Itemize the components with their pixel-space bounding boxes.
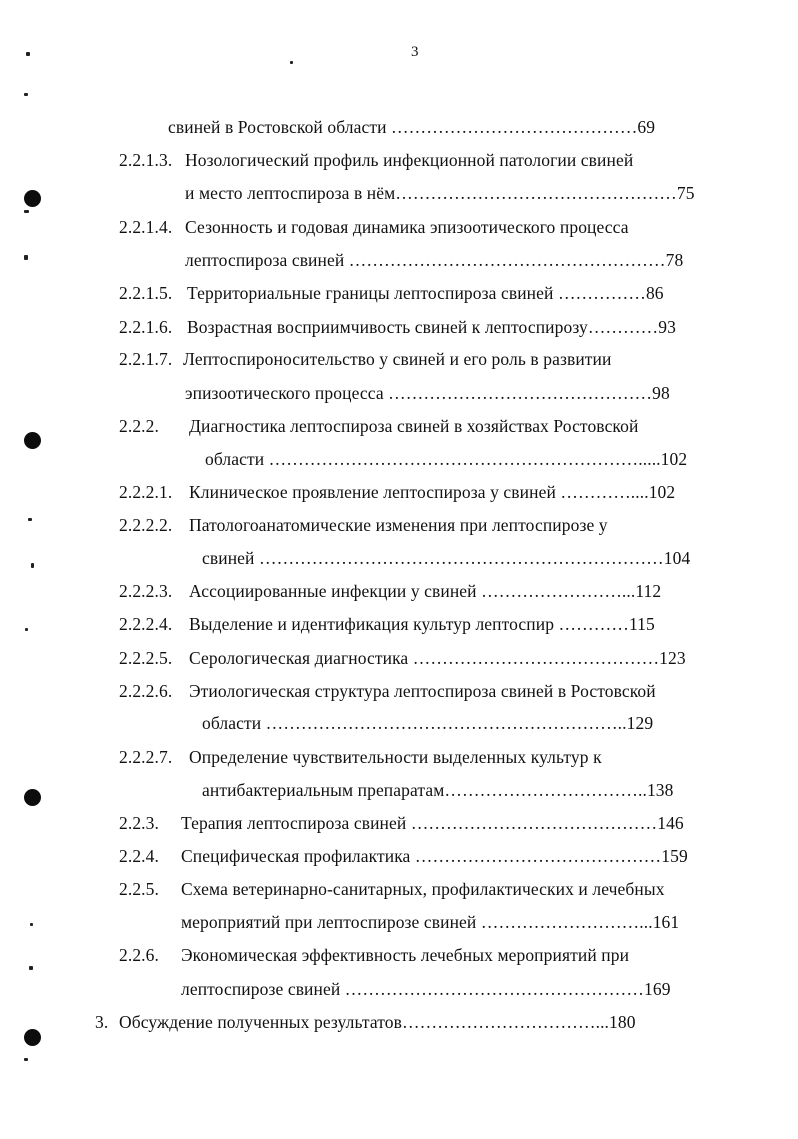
scan-speck — [24, 255, 28, 260]
toc-number: 3. — [95, 1012, 109, 1032]
toc-line — [119, 878, 665, 900]
toc-number: 2.2.1.7. — [119, 349, 173, 369]
toc-text: Схема ветеринарно-санитарных, профилактических и лечебных — [181, 879, 665, 899]
toc-number: 2.2.1.6. — [119, 317, 173, 337]
toc-text: Обсуждение полученных результатов……………………………...180 — [119, 1012, 636, 1032]
toc-line — [185, 382, 670, 404]
toc-line — [119, 680, 656, 702]
toc-text: мероприятий при лептоспирозе свиней ………………………...161 — [181, 912, 680, 932]
toc-line — [119, 514, 608, 536]
toc-text: Терапия лептоспироза свиней ……………………………………146 — [181, 813, 684, 833]
toc-line — [202, 779, 674, 801]
toc-line — [95, 1011, 636, 1033]
toc-line — [119, 845, 688, 867]
toc-text: Этиологическая структура лептоспироза свиней в Ростовской — [189, 681, 656, 701]
toc-number: 2.2.5. — [119, 879, 159, 899]
binder-hole — [24, 190, 41, 207]
toc-number: 2.2.2.3. — [119, 581, 173, 601]
toc-text: области ……………………………………………………..129 — [202, 713, 654, 733]
toc-line — [119, 415, 638, 437]
toc-line — [202, 547, 690, 569]
toc-line — [119, 149, 633, 171]
toc-line — [205, 448, 687, 470]
scan-speck — [290, 61, 293, 64]
toc-text: Клиническое проявление лептоспироза у свиней …………....102 — [189, 482, 676, 502]
scan-speck — [29, 966, 33, 970]
toc-text: Лептоспироносительство у свиней и его роль в развитии — [183, 349, 612, 369]
scan-speck — [30, 923, 33, 926]
scan-speck — [31, 563, 34, 568]
toc-line — [181, 978, 671, 1000]
toc-line — [119, 348, 611, 370]
scan-speck — [26, 52, 30, 56]
toc-text: Серологическая диагностика ……………………………………123 — [189, 648, 686, 668]
page-number: 3 — [411, 44, 419, 60]
scan-speck — [24, 1058, 28, 1061]
toc-number: 2.2.2.2. — [119, 515, 173, 535]
toc-text: свиней в Ростовской области ……………………………………69 — [168, 117, 656, 137]
toc-number: 2.2.4. — [119, 846, 159, 866]
toc-text: Специфическая профилактика ……………………………………159 — [181, 846, 688, 866]
toc-line — [119, 812, 684, 834]
toc-text: Патологоанатомические изменения при лептоспирозе у — [189, 515, 608, 535]
toc-line — [119, 580, 661, 602]
toc-number: 2.2.2. — [119, 416, 159, 436]
toc-line — [119, 746, 602, 768]
toc-text: Ассоциированные инфекции у свиней ……………………...112 — [189, 581, 662, 601]
toc-text: Экономическая эффективность лечебных мероприятий при — [181, 945, 630, 965]
scan-speck — [24, 93, 28, 96]
toc-text: Диагностика лептоспироза свиней в хозяйствах Ростовской — [189, 416, 639, 436]
toc-text: лептоспироза свиней ………………………………………………78 — [185, 250, 684, 270]
toc-line — [185, 182, 695, 204]
toc-text: свиней ……………………………………………………………104 — [202, 548, 691, 568]
toc-line — [168, 116, 655, 138]
toc-line — [119, 216, 629, 238]
toc-line — [181, 911, 679, 933]
toc-line — [119, 647, 686, 669]
toc-text: антибактериальным препаратам……………………………..138 — [202, 780, 674, 800]
toc-text: Сезонность и годовая динамика эпизоотического процесса — [185, 217, 629, 237]
toc-line — [185, 249, 683, 271]
toc-line — [119, 613, 655, 635]
scan-speck — [25, 628, 28, 631]
scan-speck — [24, 210, 29, 213]
toc-line — [119, 481, 675, 503]
toc-text: Территориальные границы лептоспироза свиней ……………86 — [187, 283, 664, 303]
toc-line — [119, 282, 664, 304]
toc-text: Возрастная восприимчивость свиней к лептоспирозу…………93 — [187, 317, 676, 337]
toc-text: и место лептоспироза в нём…………………………………………75 — [185, 183, 695, 203]
toc-number: 2.2.6. — [119, 945, 159, 965]
binder-hole — [24, 1029, 41, 1046]
toc-text: области ……………………………………………………….....102 — [205, 449, 688, 469]
toc-number: 2.2.1.3. — [119, 150, 173, 170]
toc-number: 2.2.2.6. — [119, 681, 173, 701]
toc-number: 2.2.3. — [119, 813, 159, 833]
toc-text: Выделение и идентификация культур лептоспир …………115 — [189, 614, 655, 634]
toc-number: 2.2.2.7. — [119, 747, 173, 767]
toc-text: лептоспирозе свиней ……………………………………………169 — [181, 979, 671, 999]
toc-number: 2.2.2.1. — [119, 482, 173, 502]
toc-text: эпизоотического процесса ………………………………………98 — [185, 383, 670, 403]
toc-number: 2.2.2.5. — [119, 648, 173, 668]
binder-hole — [24, 789, 41, 806]
toc-number: 2.2.1.4. — [119, 217, 173, 237]
toc-line — [202, 712, 653, 734]
toc-number: 2.2.2.4. — [119, 614, 173, 634]
toc-number: 2.2.1.5. — [119, 283, 173, 303]
toc-line — [119, 944, 629, 966]
binder-hole — [24, 432, 41, 449]
scan-speck — [28, 518, 32, 521]
toc-text: Нозологический профиль инфекционной патологии свиней — [185, 150, 634, 170]
toc-text: Определение чувствительности выделенных культур к — [189, 747, 602, 767]
toc-line — [119, 316, 676, 338]
